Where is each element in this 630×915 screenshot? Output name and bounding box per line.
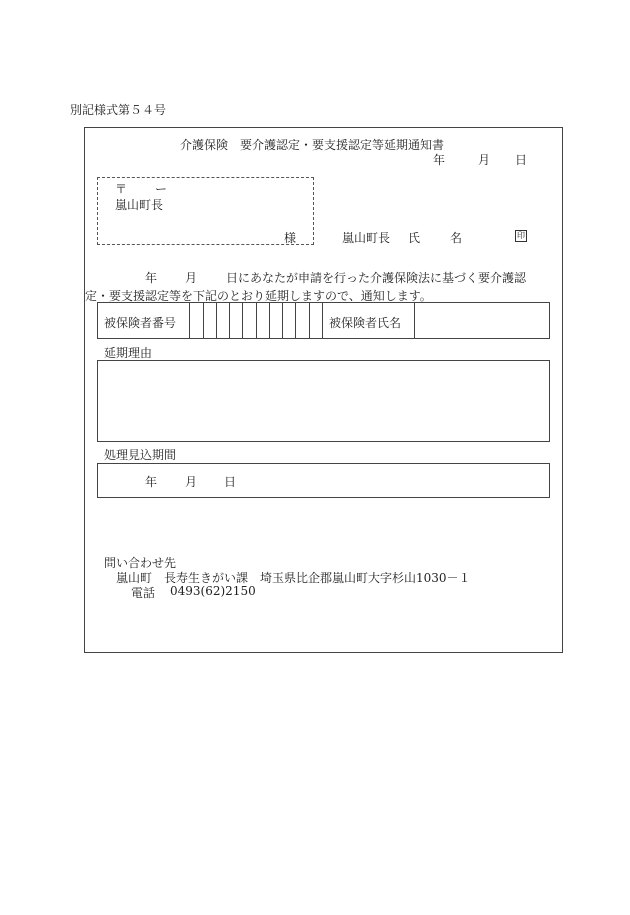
date-year-label: 年 — [433, 153, 446, 167]
insured-number-label: 被保険者番号 — [104, 316, 177, 330]
period-month-label: 月 — [185, 475, 198, 489]
contact-phone-number: 0493(62)2150 — [170, 584, 256, 598]
body-line-1: 日にあなたが申請を行った介護保険法に基づく要介護認 — [226, 271, 527, 285]
digit-cell-divider — [216, 303, 217, 338]
period-day-label: 日 — [224, 475, 237, 489]
period-year-label: 年 — [145, 475, 158, 489]
digit-cell-divider — [242, 303, 243, 338]
date-month-label: 月 — [478, 153, 491, 167]
digit-cell-divider — [256, 303, 257, 338]
body-month-label: 月 — [185, 271, 198, 285]
contact-office-line: 嵐山町 長寿生きがい課 埼玉県比企郡嵐山町大字杉山1030－１ — [116, 571, 471, 585]
sender-title: 嵐山町長 — [342, 231, 391, 245]
insured-name-label: 被保険者氏名 — [329, 316, 402, 330]
sender-name-label-1: 氏 — [408, 231, 421, 245]
recipient-honorific: 様 — [284, 231, 297, 245]
digit-cell-divider — [282, 303, 283, 338]
contact-phone-label: 電話 — [131, 586, 156, 600]
contact-heading: 問い合わせ先 — [104, 556, 177, 570]
name-cell-divider — [414, 303, 415, 338]
reason-label: 延期理由 — [104, 346, 153, 360]
form-title: 介護保険 要介護認定・要支援認定等延期通知書 — [180, 138, 445, 152]
postal-mark: 〒 — [115, 182, 128, 196]
digit-cell-divider — [203, 303, 204, 338]
seal-mark: 印 — [517, 231, 525, 240]
recipient-address-line: 嵐山町長 — [115, 198, 164, 212]
form-number: 別記様式第５４号 — [70, 103, 167, 117]
body-year-label: 年 — [145, 271, 158, 285]
postal-dash: ー — [155, 182, 168, 196]
digit-cell-divider — [309, 303, 310, 338]
period-label: 処理見込期間 — [104, 448, 177, 462]
date-day-label: 日 — [515, 153, 528, 167]
sender-name-label-2: 名 — [450, 231, 463, 245]
digit-cell-divider — [189, 303, 190, 338]
reason-box — [97, 360, 550, 442]
digit-cell-divider — [322, 303, 323, 338]
digit-cell-divider — [269, 303, 270, 338]
digit-cell-divider — [229, 303, 230, 338]
period-box — [97, 463, 550, 498]
digit-cell-divider — [295, 303, 296, 338]
body-line-2: 定・要支援認定等を下記のとおり延期しますので、通知します。 — [85, 289, 432, 303]
